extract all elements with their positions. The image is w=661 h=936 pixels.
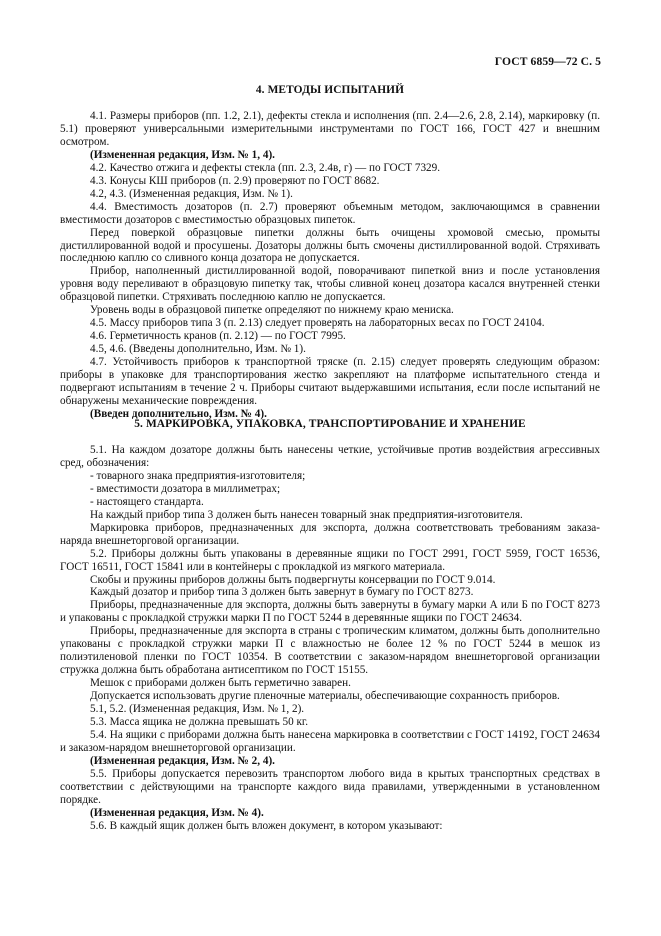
amendment-note: (Измененная редакция, Изм. № 1, 4). [90,148,275,161]
section-4-title: 4. МЕТОДЫ ИСПЫТАНИЙ [255,84,405,96]
paragraph-5-2-export: Приборы, предназначенные для экспорта, должны быть завернуты в бумагу марки А или Б по ГОСТ 8273 и упакованы с прокладкой стружки марки П по ГОСТ 5244 в деревянные ящики по ГОСТ 24634. [60,599,600,625]
paragraph-5-1-export: Маркировка приборов, предназначенных для экспорта, должна соответствовать требованиям заказа-наряда внешнеторговой организации. [60,521,600,547]
paragraph-5-2-tropical: Приборы, предназначенные для экспорта в страны с тропическим климатом, должны быть дополнительно упакованы с прокладкой стружки марки П с влажностью не более 12 % по ГОСТ 5244 в мешок из полиэтиленовой пленки по ГОСТ 10354. В соответствии с заказом-нарядом внешнеторговой организации стружка должна быть обработана антисептиком по ГОСТ 15155. [60,625,600,677]
amendment-note: (Измененная редакция, Изм. № 4). [90,806,264,819]
paragraph-5-1-type3: На каждый прибор типа 3 должен быть нанесен товарный знак предприятия-изготовителя. [90,508,523,521]
paragraph-5-5: 5.5. Приборы допускается перевозить транспортом любого вида в крытых транспортных средствах в соответствии с действующими на транспорте каждого вида правилами, утвержденными в установленном порядке. [60,767,600,806]
paragraph-5-3: 5.3. Масса ящика не должна превышать 50 кг. [90,716,309,729]
list-item: - настоящего стандарта. [90,495,204,508]
amendment-note: 4.5, 4.6. (Введены дополнительно, Изм. № 1). [90,343,306,356]
section-5-title: 5. МАРКИРОВКА, УПАКОВКА, ТРАНСПОРТИРОВАНИЕ И ХРАНЕНИЕ [134,418,526,430]
paragraph-4-3: 4.3. Конусы КШ приборов (п. 2.9) проверяют по ГОСТ 8682. [90,174,380,187]
list-item: - вместимости дозатора в миллиметрах; [90,482,281,495]
paragraph-4-2: 4.2. Качество отжига и дефекты стекла (пп. 2.3, 2.4в, г) — по ГОСТ 7329. [90,161,441,174]
paragraph-4-4-meniscus: Уровень воды в образцовой пипетке определяют по нижнему краю мениска. [90,304,454,317]
paragraph-4-6: 4.6. Герметичность кранов (п. 2.12) — по ГОСТ 7995. [90,330,346,343]
paragraph-5-2-springs: Скобы и пружины приборов должны быть подвергнуты консервации по ГОСТ 9.014. [90,573,496,586]
paragraph-4-4-pipettes: Перед поверкой образцовые пипетки должны быть очищены хромовой смесью, промыты дистиллированной водой и просушены. Дозаторы должны быть смочены дистиллированной водой. Стряхивать последнюю каплю со сливного конца дозатора не допускается. [60,226,600,265]
paragraph-5-2: 5.2. Приборы должны быть упакованы в деревянные ящики по ГОСТ 2991, ГОСТ 5959, ГОСТ 16536, ГОСТ 16511, ГОСТ 15841 или в контейнеры с прокладкой из мягкого материала. [60,547,600,573]
paragraph-4-5: 4.5. Массу приборов типа 3 (п. 2.13) следует проверять на лабораторных весах по ГОСТ 24104. [90,317,545,330]
paragraph-5-2-materials: Допускается использовать другие пленочные материалы, обеспечивающие сохранность приборов. [90,690,560,703]
running-header: ГОСТ 6859—72 С. 5 [494,55,601,68]
amendment-note: (Измененная редакция, Изм. № 2, 4). [90,754,275,767]
paragraph-5-6: 5.6. В каждый ящик должен быть вложен документ, в котором указывают: [90,819,443,832]
paragraph-4-7: 4.7. Устойчивость приборов к транспортной тряске (п. 2.15) следует проверять следующим образом: приборы в упаковке для транспортирования жестко закрепляют на платформе испытательного стенда и подвергают испытаниям в течение 2 ч. Приборы считают выдержавшими испытания, если после испытаний не обнаружены механические повреждения. [60,356,600,407]
paragraph-5-2-sealed: Мешок с приборами должен быть герметично заварен. [90,677,351,690]
amendment-note: 4.2, 4.3. (Измененная редакция, Изм. № 1). [90,187,293,200]
amendment-note: (Введен дополнительно, Изм. № 4). [90,407,267,420]
list-item: - товарного знака предприятия-изготовителя; [90,469,306,482]
paragraph-4-4: 4.4. Вместимость дозаторов (п. 2.7) проверяют объемным методом, заключающимся в сравнении вместимости дозаторов с вместимостью образцовых пипеток. [60,200,600,226]
paragraph-5-4: 5.4. На ящики с приборами должна быть нанесена маркировка в соответствии с ГОСТ 14192, ГОСТ 24634 и заказом-нарядом внешнеторговой организации. [60,728,600,754]
amendment-note: 5.1, 5.2. (Измененная редакция, Изм. № 1, 2). [90,703,305,716]
section-5-body [60,444,600,833]
paragraph-5-2-wrapping: Каждый дозатор и прибор типа 3 должен быть завернут в бумагу по ГОСТ 8273. [90,586,474,599]
section-4-body [60,110,600,421]
paragraph-4-4-procedure: Прибор, наполненный дистиллированной водой, поворачивают пипеткой вниз и после установления уровня воду переливают в образцовую пипетку так, чтобы сливной конец дозатора касался внутренней стенки образцовой пипетки. Стряхивать последнюю каплю не допускается. [60,265,600,304]
paragraph-5-1: 5.1. На каждом дозаторе должны быть нанесены четкие, устойчивые против воздействия агрессивных сред, обозначения: [60,444,600,469]
paragraph-4-1: 4.1. Размеры приборов (пп. 1.2, 2.1), дефекты стекла и исполнения (пп. 2.4—2.6, 2.8, 2.14), маркировку (п. 5.1) проверяют универсальными измерительными инструментами по ГОСТ 166, ГОСТ 427 и внешним осмотром. [60,110,600,148]
